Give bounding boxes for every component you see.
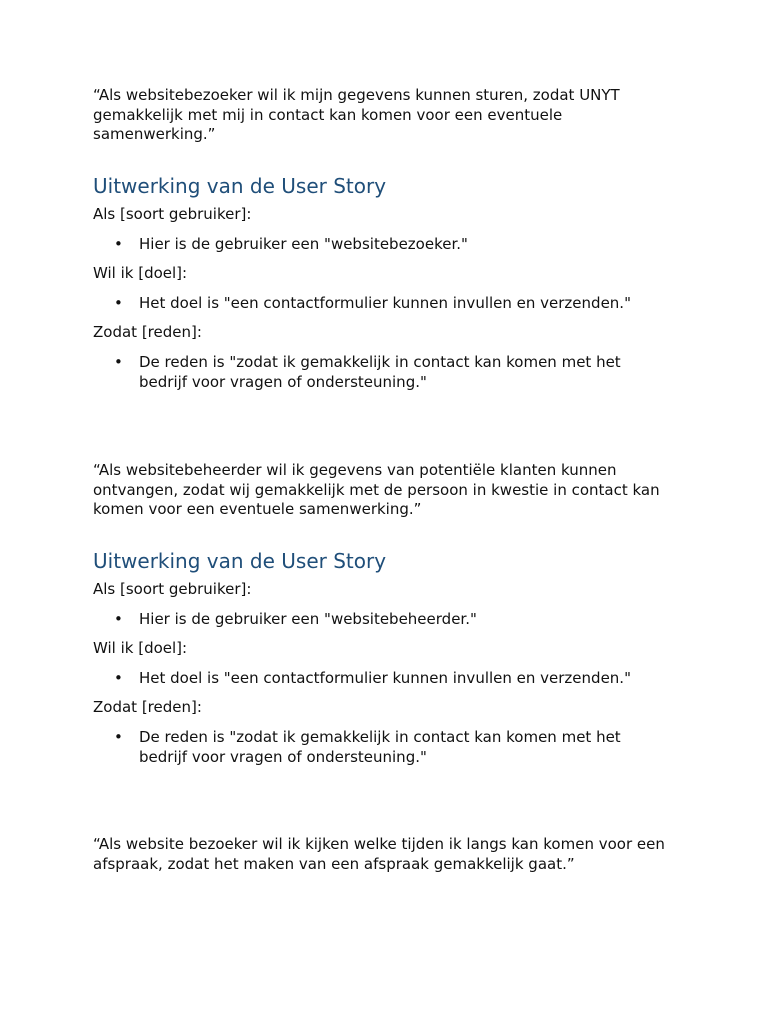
reason-bullet-text: De reden is "zodat ik gemakkelijk in contact kan komen met het bedrijf voor vragen of ondersteuning."	[139, 353, 621, 391]
reason-bullet-text: De reden is "zodat ik gemakkelijk in contact kan komen met het bedrijf voor vragen of ondersteuning."	[139, 728, 621, 766]
bullet-icon: •	[114, 353, 123, 371]
bullet-icon: •	[114, 669, 123, 687]
user-story-quote: “Als websitebeheerder wil ik gegevens van potentiële klanten kunnen ontvangen, zodat wij gemakkelijk met de persoon in kwestie in contact kan komen voor een eventuele samenwerking.”	[93, 461, 660, 519]
list-item	[93, 668, 673, 688]
list-item	[93, 293, 673, 313]
bullet-icon: •	[114, 235, 123, 253]
bullet-icon: •	[114, 728, 123, 746]
list-item	[93, 234, 673, 254]
reason-label: Zodat [reden]:	[93, 323, 202, 341]
list-item	[93, 609, 673, 629]
user-story-quote: “Als websitebezoeker wil ik mijn gegevens kunnen sturen, zodat UNYT gemakkelijk met mij in contact kan komen voor een eventuele samenwerking.”	[93, 86, 620, 144]
list-item	[93, 352, 673, 392]
section-heading: Uitwerking van de User Story	[93, 174, 387, 198]
list-item	[93, 727, 673, 767]
section-heading: Uitwerking van de User Story	[93, 549, 387, 573]
bullet-icon: •	[114, 610, 123, 628]
goal-bullet-text: Het doel is "een contactformulier kunnen invullen en verzenden."	[139, 294, 631, 312]
goal-bullet-text: Het doel is "een contactformulier kunnen invullen en verzenden."	[139, 669, 631, 687]
user-story-quote: “Als website bezoeker wil ik kijken welke tijden ik langs kan komen voor een afspraak, zodat het maken van een afspraak gemakkelijk gaat.”	[93, 835, 665, 873]
role-label: Als [soort gebruiker]:	[93, 205, 252, 223]
bullet-icon: •	[114, 294, 123, 312]
role-bullet-text: Hier is de gebruiker een "websitebezoeker."	[139, 235, 468, 253]
role-bullet-text: Hier is de gebruiker een "websitebeheerder."	[139, 610, 477, 628]
reason-label: Zodat [reden]:	[93, 698, 202, 716]
goal-label: Wil ik [doel]:	[93, 639, 188, 657]
role-label: Als [soort gebruiker]:	[93, 580, 252, 598]
goal-label: Wil ik [doel]:	[93, 264, 188, 282]
